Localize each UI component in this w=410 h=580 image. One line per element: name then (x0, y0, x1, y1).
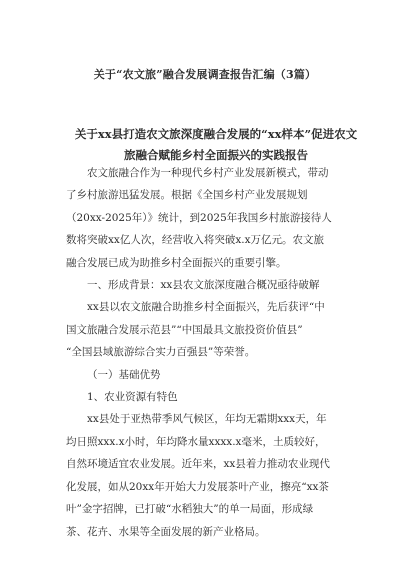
body-line: 茶、花卉、水果等全面发展的新产业格局。 (66, 525, 266, 538)
body-line: 数将突破xx亿人次，经营收入将突破x.x万亿元。农文旅 (66, 234, 325, 247)
body-line: 了乡村旅游迅猛发展。根据《全国乡村产业发展规划 (66, 189, 308, 202)
body-line: 农文旅融合作为一种现代乡村产业发展新模式，带动 (87, 167, 329, 179)
body-line: 国文旅融合发展示范县”“中国最具文旅投资价值县” (66, 323, 303, 336)
section-heading: 一、形成背景：xx县农文旅深度融合概况亟待破解 (87, 279, 320, 292)
body-line: “全国县域旅游综合实力百强县”等荣誉。 (66, 346, 256, 359)
body-line: 均日照xxx.x小时，年均降水量xxxx.x毫米，土质较好， (66, 435, 326, 448)
body-line: （20xx-2025年）》统计，到2025年我国乡村旅游接待人 (66, 211, 332, 224)
body-line: xx县以农文旅融合助推乡村全面振兴，先后获评“中 (87, 301, 325, 314)
document-title: 关于“农文旅”融合发展调查报告汇编（3篇） (93, 68, 317, 81)
body-line: xx县处于亚热带季风气候区，年均无霜期xxx天，年 (87, 413, 327, 426)
report-title-line: 关于xx县打造农文旅深度融合发展的“xx样本”促进农文 (74, 127, 358, 141)
report-body (66, 162, 356, 543)
report-title (66, 124, 366, 166)
body-line: 融合发展已成为助推乡村全面振兴的重要引擎。 (66, 256, 287, 269)
report-title-line: 旅融合赋能乡村全面振兴的实践报告 (124, 148, 308, 162)
subsection-heading: （一）基础优势 (87, 368, 161, 381)
body-line: 叶”金字招牌，已打破“水稻独大”的单一局面，形成绿 (66, 503, 314, 516)
body-line: 化发展，如从20xx年开始大力发展茶叶产业，擦亮“xx茶 (66, 480, 329, 493)
item-heading: 1、农业资源有特色 (87, 391, 178, 404)
body-line: 自然环境适宜农业发展。近年来，xx县着力推动农业现代 (66, 458, 330, 471)
